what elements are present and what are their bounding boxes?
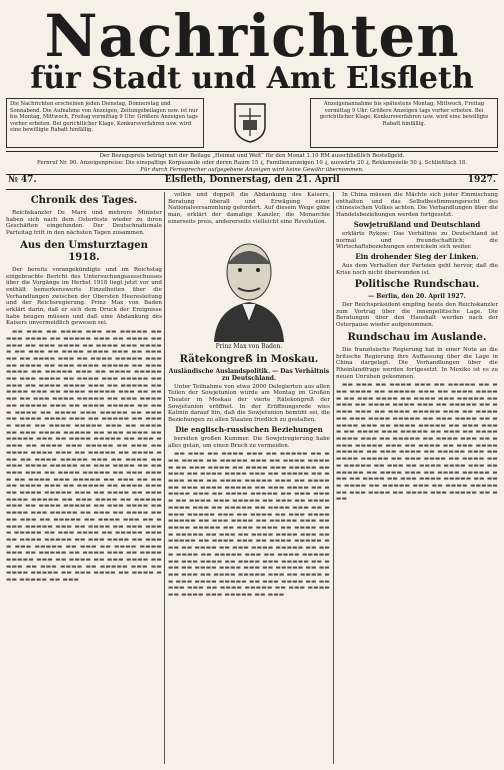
section-subheading-sowjetrussland: Sowjetrußland und Deutschland [353,219,481,229]
masthead [8,2,496,96]
city-crest [210,98,290,148]
issue-number: № 47. [8,175,37,185]
publication-info: Die Nachrichten erscheinen jeden Dienstag, Donnerstag und Sonnabend. Die Aufnahme von Anzeigen, Zeitungsbeilagen usw. ist nur bis Montag, Mittwoch, Freitag vormittag 9 Uhr. Größere Anzeigen tags vorher erbeten. Bei gerichtlicher Klage, Konkursverfahren usw. wird eine bewilligte Rabatt hinfällig. [6,98,204,148]
top-rule [6,151,498,152]
section-heading-chronik: Chronik des Tages. [30,195,138,206]
section-heading-rundschau-ausland: Rundschau im Auslande. [347,331,487,343]
issue-year: 1927. [467,175,496,185]
column-3-continuation: ▬▬ ▬▬▬ ▬▬ ▬▬▬▬ ▬▬▬ ▬▬ ▬▬▬▬▬ ▬▬ ▬▬▬ ▬▬▬▬ ▬▬ ▬▬▬▬▬ ▬▬▬ ▬▬ ▬▬▬▬ ▬▬▬▬▬ ▬▬ ▬▬▬ ▬▬▬▬ ▬▬ ▬▬▬▬ ▬▬▬ ▬▬▬▬▬ ▬▬ ▬▬▬ ▬▬ ▬▬▬▬ ▬▬▬▬ ▬▬▬ ▬▬ ▬▬▬▬▬ ▬▬ ▬▬▬▬ ▬▬▬ ▬▬ ▬▬▬▬ ▬▬▬▬▬ ▬▬▬ ▬▬ ▬▬▬▬ ▬▬ ▬▬▬ ▬▬▬▬ ▬▬▬▬▬ ▬▬ ▬▬▬ ▬▬▬▬ ▬▬ ▬▬▬▬▬ ▬▬▬ ▬▬ ▬▬▬▬ ▬▬▬▬▬ ▬▬ ▬▬▬ ▬▬▬▬ ▬▬ ▬▬▬▬ ▬▬▬ ▬▬▬▬▬ ▬▬ ▬▬▬ ▬▬ ▬▬▬▬ ▬▬▬▬ ▬▬▬ ▬▬ ▬▬▬▬▬ ▬▬ ▬▬▬▬ ▬▬▬ ▬▬ ▬▬▬▬ ▬▬▬▬▬ ▬▬▬ ▬▬ ▬▬▬▬ ▬▬ ▬▬▬ ▬▬▬▬ ▬▬▬▬▬ ▬▬ ▬▬▬ ▬▬▬▬ ▬▬ ▬▬▬▬▬ ▬▬▬ ▬▬ ▬▬▬▬ ▬▬▬▬▬ ▬▬ ▬▬▬ ▬▬▬▬ ▬▬ ▬▬▬▬ ▬▬▬ ▬▬▬▬▬ ▬▬ ▬▬▬ ▬▬ ▬▬▬▬ ▬▬▬▬ ▬▬▬ ▬▬ ▬▬▬▬▬ ▬▬ ▬▬▬▬ ▬▬▬ ▬▬ ▬▬▬▬ ▬▬▬▬▬ ▬▬▬ ▬▬ ▬▬▬▬ ▬▬ ▬▬▬ ▬▬▬▬ ▬▬▬▬▬ ▬▬ ▬▬▬ ▬▬▬▬ ▬▬ ▬▬▬▬▬ ▬▬▬ ▬▬ ▬▬▬▬ ▬▬▬▬▬ ▬▬ ▬▬▬ ▬▬▬▬ ▬▬ ▬▬▬▬ ▬▬▬ ▬▬▬▬▬ ▬▬ ▬▬▬ [336,382,498,503]
column-3-intro: In China müssen die Mächte sich jeder Einmischung enthalten und das Selbstbestimmungsrecht des chinesischen Volkes achten. Die Verhandlungen über die Handelsbeziehungen werden fortgesetzt. [336,192,498,219]
umsturztage-text: Der bereits vorangekündigte und im Reichstag eingebrachte Bericht des Untersuchungsausschusses über die Vorgänge im Herbst 1918 liegt jetzt vor und enthält bemerkenswerte Einzelheiten über die Verhandlungen zwischen der Obersten Heeresleitung und der Reichsregierung. Prinz Max von Baden erklärt darin, daß er sich dem Druck der Ereignisse habe beugen müssen und daß eine Abdankung des Kaisers unvermeidlich gewesen sei. [6,266,162,327]
advertising-info: Anzeigenannahme bis spätestens Montag, Mittwoch, Freitag vormittag 9 Uhr. Größere Anzeigen tags vorher erbeten. Bei gerichtlicher Klage, Konkursverfahren usw. wird eine bewilligte Rabatt hinfällig. [310,98,498,148]
column-2 [168,192,330,766]
advertising-rates-line: Fernruf Nr. 90. Anzeigenpreise: Die einspaltige Korpuszeile oder deren Raum 15 ₰, Familienanzeigen 10 ₰, auswärts 20 ₰, Reklamezeile 50 ₰. Schließfach 18. [36,160,468,166]
chronik-text: Reichskanzler Dr. Marx und mehrere Minister haben sich nach dem Osterfeste wieder zu ihren Geschäften eingefunden. Der Deutschnationale Parteitag tritt in den nächsten Tagen zusammen. [6,210,162,237]
issue-date: Elsfleth, Donnerstag, den 21. April [164,175,340,185]
rundschau-dateline: — Berlin, den 20. April 1927. [368,293,466,301]
section-subheading-linken: Ein drohender Sieg der Linken. [355,251,479,261]
crest-icon [233,102,267,144]
issue-dateline [8,173,496,187]
sowjetrussland-text: erklärte Rykow: Das Verhältnis zu Deutschland ist normal und freundschaftlich; die Wirtschaftsbeziehungen entwickeln sich weiter. [336,230,498,251]
article-heading-raetekongress: Rätekongreß in Moskau. [179,354,319,366]
column-3 [336,192,498,766]
info-row [6,98,498,148]
article-subheading: Ausländische Auslandspolitik. — Das Verhältnis zu Deutschland. [168,368,330,382]
disclaimer-line: Für durch Fernsprecher aufgegebene Anzeigen wird keine Gewähr übernommen. [140,167,364,173]
dateline-rule [6,189,498,190]
ausland-text: Die französische Regierung hat in einer Note an die britische Regierung ihre Auffassung über die Lage in China dargelegt. Die Verhandlungen über die Rheinlandfrage werden fortgesetzt. In Mexiko ist es zu neuen Unruhen gekommen. [336,346,498,380]
column-1 [6,192,162,766]
beziehungen-text: bereiten großen Kummer. Die Sowjetregierung habe alles getan, um einen Bruch zu vermeiden. [168,435,330,449]
article-heading-umsturztage: Aus den Umsturztagen 1918. [20,239,148,263]
raetekongress-text: Unter Teilnahme von etwa 2000 Delegierten aus allen Teilen der Sowjetunion wurde am Montag im Großen Theater in Moskau der vierte Rätekongreß der Sowjetunion eröffnet. In der Eröffnungsrede wies Kalinin darauf hin, daß die Sowjetunion bemüht sei, die Beziehungen zu allen Staaten friedlich zu gestalten. [168,383,330,424]
section-subheading-beziehungen: Die englisch-russischen Beziehungen [175,424,323,434]
masthead-title: Nachrichten [44,2,460,70]
column-2-continuation: ▬▬ ▬▬▬ ▬▬ ▬▬▬▬ ▬▬▬ ▬▬ ▬▬▬▬▬ ▬▬ ▬▬▬ ▬▬▬▬ ▬▬ ▬▬▬▬▬ ▬▬▬ ▬▬ ▬▬▬▬ ▬▬▬▬▬ ▬▬ ▬▬▬ ▬▬▬▬ ▬▬ ▬▬▬▬ ▬▬▬ ▬▬▬▬▬ ▬▬ ▬▬▬ ▬▬ ▬▬▬▬ ▬▬▬▬ ▬▬▬ ▬▬ ▬▬▬▬▬ ▬▬ ▬▬▬▬ ▬▬▬ ▬▬ ▬▬▬▬ ▬▬▬▬▬ ▬▬▬ ▬▬ ▬▬▬▬ ▬▬ ▬▬▬ ▬▬▬▬ ▬▬▬▬▬ ▬▬ ▬▬▬ ▬▬▬▬ ▬▬ ▬▬▬▬▬ ▬▬▬ ▬▬ ▬▬▬▬ ▬▬▬▬▬ ▬▬ ▬▬▬ ▬▬▬▬ ▬▬ ▬▬▬▬ ▬▬▬ ▬▬▬▬▬ ▬▬ ▬▬▬ ▬▬ ▬▬▬▬ ▬▬▬▬ ▬▬▬ ▬▬ ▬▬▬▬▬ ▬▬ ▬▬▬▬ ▬▬▬ ▬▬ ▬▬▬▬ ▬▬▬▬▬ ▬▬▬ ▬▬ ▬▬▬▬ ▬▬ ▬▬▬ ▬▬▬▬ ▬▬▬▬▬ ▬▬ ▬▬▬ ▬▬▬▬ ▬▬ ▬▬▬▬▬ ▬▬▬ ▬▬ ▬▬▬▬ ▬▬▬▬▬ ▬▬ ▬▬▬ ▬▬▬▬ ▬▬ ▬▬▬▬ ▬▬▬ ▬▬▬▬▬ ▬▬ ▬▬▬ ▬▬ ▬▬▬▬ ▬▬▬▬ ▬▬▬ ▬▬ ▬▬▬▬▬ ▬▬ ▬▬▬▬ ▬▬▬ ▬▬ ▬▬▬▬ ▬▬▬▬▬ ▬▬▬ ▬▬ ▬▬▬▬ ▬▬ ▬▬▬ ▬▬▬▬ ▬▬▬▬▬ ▬▬ ▬▬▬ ▬▬▬▬ ▬▬ ▬▬▬▬▬ ▬▬▬ ▬▬ ▬▬▬▬ ▬▬▬▬▬ ▬▬ ▬▬▬ ▬▬▬▬ ▬▬ ▬▬▬▬ ▬▬▬ ▬▬▬▬▬ ▬▬ ▬▬▬ ▬▬ ▬▬▬▬ ▬▬▬▬ ▬▬▬ ▬▬ ▬▬▬▬▬ ▬▬ ▬▬▬▬ ▬▬▬ ▬▬ ▬▬▬▬ ▬▬▬▬▬ ▬▬▬ ▬▬ ▬▬▬▬ ▬▬ ▬▬▬ ▬▬▬▬ ▬▬▬▬▬ ▬▬ ▬▬▬ ▬▬▬▬ ▬▬ ▬▬▬▬▬ ▬▬▬ ▬▬ ▬▬▬▬ ▬▬▬▬▬ ▬▬ ▬▬▬ ▬▬▬▬ ▬▬ ▬▬▬▬ ▬▬▬ ▬▬▬▬▬ ▬▬ ▬▬▬ [168,451,330,599]
section-heading-politische-rundschau: Politische Rundschau. [354,279,480,291]
column-divider-1 [164,192,165,764]
subscription-line: Der Bezugspreis beträgt mit der Beilage „Heimat und Welt“ für den Monat 1.10 RM ausschließlich Bestellgeld. [99,153,405,159]
column-2-intro: vollen und doppelt die Abdankung des Kaisers, Beratung überall und Erwägung einer Nationalversammlung gefordert. Auf diesem Wege gäbe man, erklärt der damalige Kanzler, die Monarchie einerseits preis, andererseits vielleicht eine Revolution. [168,192,330,225]
masthead-subtitle: für Stadt und Amt Elsfleth [30,61,474,96]
linken-text: Aus dem Verhalten der Parteien geht hervor, daß die Krise noch nicht überwunden ist. [336,262,498,276]
portrait-caption: Prinz Max von Baden. [215,342,283,350]
column-divider-2 [333,192,334,764]
rundschau-text: Der Reichspräsident empfing heute den Reichskanzler zum Vortrag über die innenpolitische Lage. Die Beratungen über den Haushalt werden nach der Osterpause wieder aufgenommen. [336,302,498,329]
column-1-continuation: ▬▬ ▬▬▬ ▬▬ ▬▬▬▬ ▬▬▬ ▬▬ ▬▬▬▬▬ ▬▬ ▬▬▬ ▬▬▬▬ ▬▬ ▬▬▬▬▬ ▬▬▬ ▬▬ ▬▬▬▬ ▬▬▬▬▬ ▬▬ ▬▬▬ ▬▬▬▬ ▬▬ ▬▬▬▬ ▬▬▬ ▬▬▬▬▬ ▬▬ ▬▬▬ ▬▬ ▬▬▬▬ ▬▬▬▬ ▬▬▬ ▬▬ ▬▬▬▬▬ ▬▬ ▬▬▬▬ ▬▬▬ ▬▬ ▬▬▬▬ ▬▬▬▬▬ ▬▬▬ ▬▬ ▬▬▬▬ ▬▬ ▬▬▬ ▬▬▬▬ ▬▬▬▬▬ ▬▬ ▬▬▬ ▬▬▬▬ ▬▬ ▬▬▬▬▬ ▬▬▬ ▬▬ ▬▬▬▬ ▬▬▬▬▬ ▬▬ ▬▬▬ ▬▬▬▬ ▬▬ ▬▬▬▬ ▬▬▬ ▬▬▬▬▬ ▬▬ ▬▬▬ ▬▬ ▬▬▬▬ ▬▬▬▬ ▬▬▬ ▬▬ ▬▬▬▬▬ ▬▬ ▬▬▬▬ ▬▬▬ ▬▬ ▬▬▬▬ ▬▬▬▬▬ ▬▬▬ ▬▬ ▬▬▬▬ ▬▬ ▬▬▬ ▬▬▬▬ ▬▬▬▬▬ ▬▬ ▬▬▬ ▬▬▬▬ ▬▬ ▬▬▬▬▬ ▬▬▬ ▬▬ ▬▬▬▬ ▬▬▬▬▬ ▬▬ ▬▬▬ ▬▬▬▬ ▬▬ ▬▬▬▬ ▬▬▬ ▬▬▬▬▬ ▬▬ ▬▬▬ ▬▬ ▬▬▬▬ ▬▬▬▬ ▬▬▬ ▬▬ ▬▬▬▬▬ ▬▬ ▬▬▬▬ ▬▬▬ ▬▬ ▬▬▬▬ ▬▬▬▬▬ ▬▬▬ ▬▬ ▬▬▬▬ ▬▬ ▬▬▬ ▬▬▬▬ ▬▬▬▬▬ ▬▬ ▬▬▬ ▬▬▬▬ ▬▬ ▬▬▬▬▬ ▬▬▬ ▬▬ ▬▬▬▬ ▬▬▬▬▬ ▬▬ ▬▬▬ ▬▬▬▬ ▬▬ ▬▬▬▬ ▬▬▬ ▬▬▬▬▬ ▬▬ ▬▬▬ ▬▬ ▬▬▬▬ ▬▬▬▬ ▬▬▬ ▬▬ ▬▬▬▬▬ ▬▬ ▬▬▬▬ ▬▬▬ ▬▬ ▬▬▬▬ ▬▬▬▬▬ ▬▬▬ ▬▬ ▬▬▬▬ ▬▬ ▬▬▬ ▬▬▬▬ ▬▬▬▬▬ ▬▬ ▬▬▬ ▬▬▬▬ ▬▬ ▬▬▬▬▬ ▬▬▬ ▬▬ ▬▬▬▬ ▬▬▬▬▬ ▬▬ ▬▬▬ ▬▬▬▬ ▬▬ ▬▬▬▬ ▬▬▬ ▬▬▬▬▬ ▬▬ ▬▬▬ ▬▬ ▬▬▬▬ ▬▬▬▬ ▬▬▬ ▬▬ ▬▬▬▬▬ ▬▬ ▬▬▬▬ ▬▬▬ ▬▬ ▬▬▬▬ ▬▬▬▬▬ ▬▬▬ ▬▬ ▬▬▬▬ ▬▬ ▬▬▬ ▬▬▬▬ ▬▬▬▬▬ ▬▬ ▬▬▬ ▬▬▬▬ ▬▬ ▬▬▬▬▬ ▬▬▬ ▬▬ ▬▬▬▬ ▬▬▬▬▬ ▬▬ ▬▬▬ ▬▬▬▬ ▬▬ ▬▬▬▬ ▬▬▬ ▬▬▬▬▬ ▬▬ ▬▬▬ ▬▬ ▬▬▬▬ ▬▬▬▬ ▬▬▬ ▬▬ ▬▬▬▬▬ ▬▬ ▬▬▬▬ ▬▬▬ ▬▬ ▬▬▬▬ ▬▬▬▬▬ ▬▬▬ ▬▬ ▬▬▬▬ ▬▬ ▬▬▬ ▬▬▬▬ ▬▬▬▬▬ ▬▬ ▬▬▬ ▬▬▬▬ ▬▬ ▬▬▬▬▬ ▬▬▬ ▬▬ ▬▬▬▬ ▬▬▬▬▬ ▬▬ ▬▬▬ ▬▬▬▬ ▬▬ ▬▬▬▬ ▬▬▬ ▬▬▬▬▬ ▬▬ ▬▬▬ ▬▬ ▬▬▬▬ ▬▬▬▬ ▬▬▬ ▬▬ ▬▬▬▬▬ ▬▬ ▬▬▬▬ ▬▬▬ ▬▬ ▬▬▬▬ ▬▬▬▬▬ ▬▬▬ ▬▬ ▬▬▬▬ ▬▬ ▬▬▬ ▬▬▬▬ ▬▬▬▬▬ ▬▬ ▬▬▬ ▬▬▬▬ ▬▬ ▬▬▬▬▬ ▬▬▬ ▬▬ ▬▬▬▬ ▬▬▬▬▬ ▬▬ ▬▬▬ ▬▬▬▬ ▬▬ ▬▬▬▬ ▬▬▬ ▬▬▬▬▬ ▬▬ ▬▬▬ [6,329,162,584]
portrait-image [194,230,304,342]
